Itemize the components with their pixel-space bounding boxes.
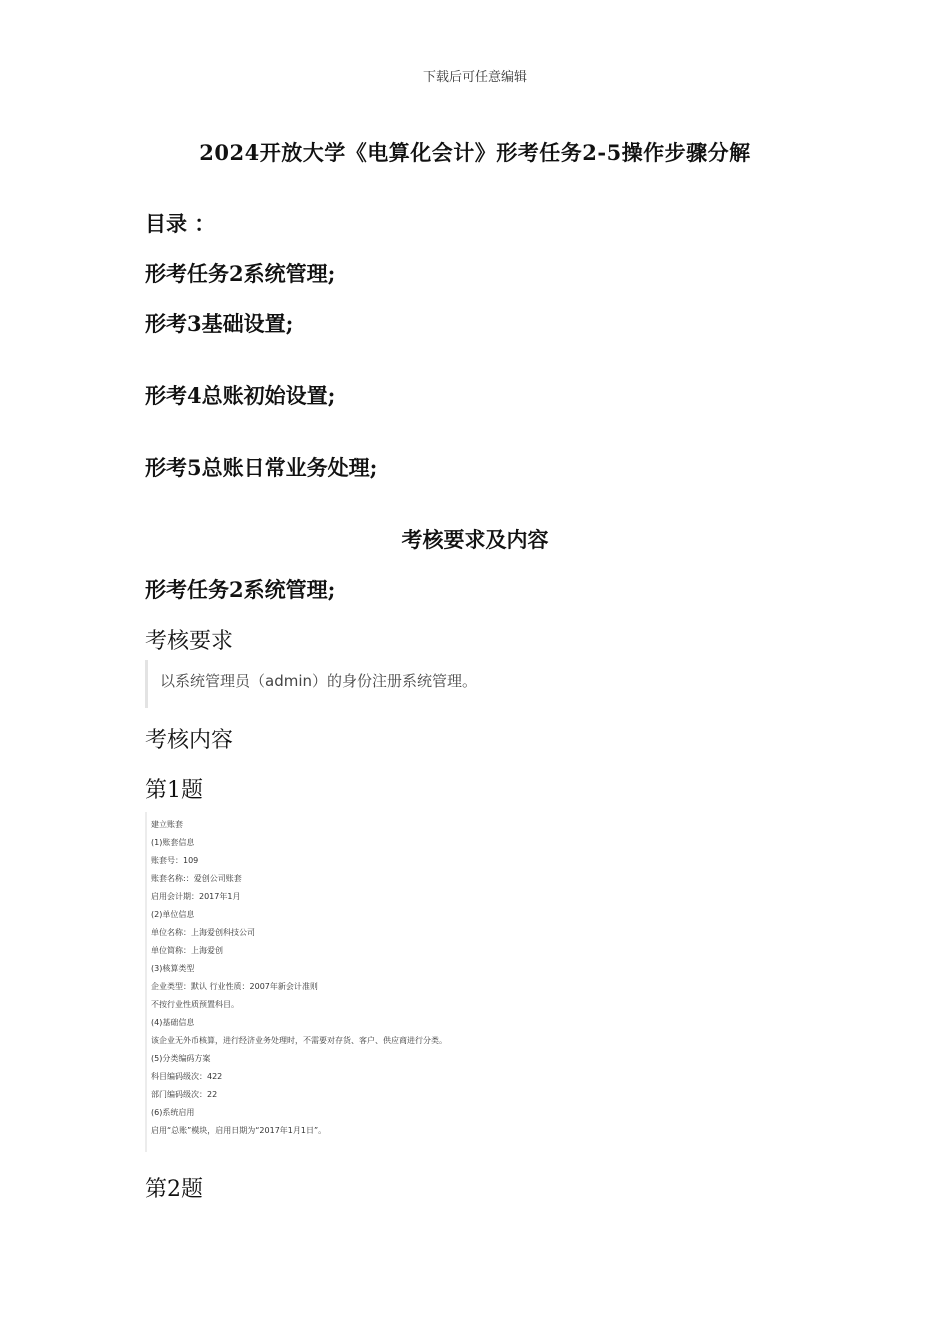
toc-item-task3: 形考3基础设置; <box>145 311 294 336</box>
q1-line: 企业类型：默认 行业性质：2007年新会计准则 <box>151 982 318 991</box>
requirements-text: 以系统管理员（admin）的身份注册系统管理。 <box>160 672 478 690</box>
q1-line: 建立账套 <box>151 820 183 829</box>
toc-item-task4: 形考4总账初始设置; <box>145 383 336 408</box>
q1-line: 账套名称:：爱创公司账套 <box>151 874 242 883</box>
requirements-screenshot <box>145 660 478 708</box>
q1-line: 该企业无外币核算，进行经济业务处理时，不需要对存货、客户、供应商进行分类。 <box>151 1036 447 1045</box>
q1-line: (3)核算类型 <box>151 964 195 973</box>
q1-line: 账套号：109 <box>151 856 199 865</box>
toc-item-task5: 形考5总账日常业务处理; <box>145 455 378 480</box>
question-2-label: 第2题 <box>145 1177 203 1202</box>
toc-label: 目录 ： <box>145 211 216 236</box>
page-header-note: 下载后可任意编辑 <box>422 70 527 85</box>
toc-item-task2: 形考任务2系统管理; <box>145 261 336 286</box>
q1-line: (4)基础信息 <box>151 1018 195 1027</box>
q1-line: 启用会计期：2017年1月 <box>151 892 241 901</box>
q1-line: 单位名称：上海爱创科技公司 <box>151 928 255 937</box>
q1-line: (1)账套信息 <box>151 838 195 847</box>
content-label: 考核内容 <box>145 728 234 753</box>
section-heading: 考核要求及内容 <box>401 527 549 552</box>
q1-line: 科目编码级次：422 <box>151 1072 223 1081</box>
q1-line: (6)系统启用 <box>151 1108 195 1117</box>
q1-line: 启用“总账”模块，启用日期为“2017年1月1日”。 <box>151 1126 327 1135</box>
q1-line: (5)分类编码方案 <box>151 1054 211 1063</box>
q1-line: (2)单位信息 <box>151 910 195 919</box>
q1-line: 部门编码级次：22 <box>151 1090 218 1099</box>
task2-title: 形考任务2系统管理; <box>145 577 336 602</box>
q1-line: 不按行业性质预置科目。 <box>151 1000 239 1009</box>
question-1-label: 第1题 <box>145 778 203 803</box>
question-1-screenshot <box>145 812 477 1152</box>
q1-line: 单位简称：上海爱创 <box>151 946 223 955</box>
document-title: 2024开放大学《电算化会计》形考任务2-5操作步骤分解 <box>199 140 751 165</box>
requirements-label: 考核要求 <box>145 629 234 654</box>
